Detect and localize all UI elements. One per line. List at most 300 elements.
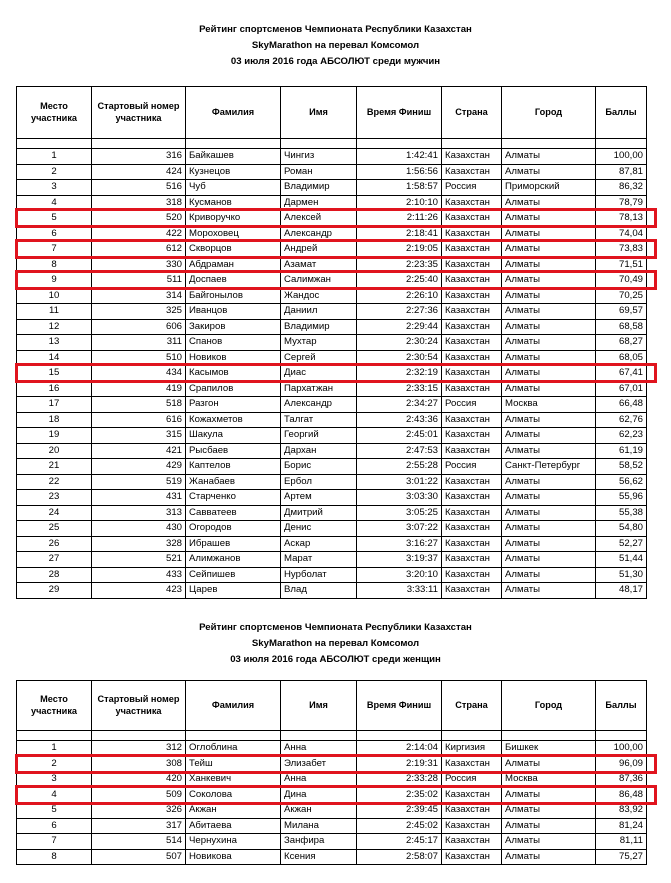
name-cell: Талгат xyxy=(281,412,357,428)
start-number-cell: 429 xyxy=(92,459,186,475)
place-cell: 23 xyxy=(17,490,92,506)
header-country: Страна xyxy=(442,681,502,731)
header-surname: Фамилия xyxy=(186,681,281,731)
finish-time-cell: 2:32:19 xyxy=(357,366,442,382)
table-row xyxy=(17,787,647,803)
place-cell: 2 xyxy=(17,164,92,180)
start-number-cell: 510 xyxy=(92,350,186,366)
table-row xyxy=(17,288,647,304)
country-cell: Россия xyxy=(442,180,502,196)
place-cell: 4 xyxy=(17,195,92,211)
header-name: Имя xyxy=(281,681,357,731)
finish-time-cell: 2:14:04 xyxy=(357,741,442,757)
header-country: Страна xyxy=(442,87,502,139)
country-cell: Казахстан xyxy=(442,490,502,506)
header-surname: Фамилия xyxy=(186,87,281,139)
place-cell: 7 xyxy=(17,834,92,850)
country-cell: Казахстан xyxy=(442,583,502,599)
women-title-line-3: 03 июля 2016 года АБСОЛЮТ среди женщин xyxy=(230,654,441,665)
country-cell: Казахстан xyxy=(442,834,502,850)
surname-cell: Старченко xyxy=(186,490,281,506)
name-cell: Александр xyxy=(281,226,357,242)
finish-time-cell: 2:10:10 xyxy=(357,195,442,211)
women-title xyxy=(0,620,671,668)
place-cell: 1 xyxy=(17,149,92,165)
header-city: Город xyxy=(502,87,596,139)
surname-cell: Спанов xyxy=(186,335,281,351)
start-number-cell: 430 xyxy=(92,521,186,537)
surname-cell: Криворучко xyxy=(186,211,281,227)
points-cell: 70,49 xyxy=(596,273,647,289)
table-row xyxy=(17,756,647,772)
points-cell: 69,57 xyxy=(596,304,647,320)
start-number-cell: 612 xyxy=(92,242,186,258)
country-cell: Киргизия xyxy=(442,741,502,757)
finish-time-cell: 2:47:53 xyxy=(357,443,442,459)
start-number-cell: 318 xyxy=(92,195,186,211)
points-cell: 67,01 xyxy=(596,381,647,397)
points-cell: 67,41 xyxy=(596,366,647,382)
points-cell: 68,58 xyxy=(596,319,647,335)
table-row xyxy=(17,304,647,320)
men-title-line-3: 03 июля 2016 года АБСОЛЮТ среди мужчин xyxy=(230,56,441,67)
country-cell: Казахстан xyxy=(442,536,502,552)
start-number-cell: 511 xyxy=(92,273,186,289)
points-cell: 86,48 xyxy=(596,787,647,803)
place-cell: 27 xyxy=(17,552,92,568)
table-row xyxy=(17,164,647,180)
city-cell: Алматы xyxy=(502,226,596,242)
city-cell: Приморский xyxy=(502,180,596,196)
city-cell: Алматы xyxy=(502,257,596,273)
blank-cell xyxy=(596,731,647,741)
table-row xyxy=(17,319,647,335)
start-number-cell: 424 xyxy=(92,164,186,180)
country-cell: Казахстан xyxy=(442,164,502,180)
surname-cell: Закиров xyxy=(186,319,281,335)
country-cell: Казахстан xyxy=(442,335,502,351)
points-cell: 62,23 xyxy=(596,428,647,444)
points-cell: 51,30 xyxy=(596,567,647,583)
city-cell: Алматы xyxy=(502,366,596,382)
country-cell: Россия xyxy=(442,397,502,413)
surname-cell: Новикова xyxy=(186,849,281,865)
men-title xyxy=(0,22,671,70)
points-cell: 100,00 xyxy=(596,741,647,757)
country-cell: Казахстан xyxy=(442,257,502,273)
name-cell: Диас xyxy=(281,366,357,382)
finish-time-cell: 2:27:36 xyxy=(357,304,442,320)
surname-cell: Доспаев xyxy=(186,273,281,289)
finish-time-cell: 2:29:44 xyxy=(357,319,442,335)
start-number-cell: 434 xyxy=(92,366,186,382)
header-place: Место участника xyxy=(17,87,92,139)
city-cell: Алматы xyxy=(502,211,596,227)
place-cell: 29 xyxy=(17,583,92,599)
surname-cell: Сейпишев xyxy=(186,567,281,583)
blank-cell xyxy=(357,139,442,149)
start-number-cell: 421 xyxy=(92,443,186,459)
points-cell: 87,36 xyxy=(596,772,647,788)
surname-cell: Иванцов xyxy=(186,304,281,320)
header-city: Город xyxy=(502,681,596,731)
surname-cell: Кожахметов xyxy=(186,412,281,428)
name-cell: Ербол xyxy=(281,474,357,490)
place-cell: 4 xyxy=(17,787,92,803)
finish-time-cell: 3:20:10 xyxy=(357,567,442,583)
country-cell: Казахстан xyxy=(442,350,502,366)
country-cell: Казахстан xyxy=(442,319,502,335)
surname-cell: Абитаева xyxy=(186,818,281,834)
city-cell: Алматы xyxy=(502,335,596,351)
start-number-cell: 507 xyxy=(92,849,186,865)
start-number-cell: 313 xyxy=(92,505,186,521)
name-cell: Ксения xyxy=(281,849,357,865)
finish-time-cell: 3:03:30 xyxy=(357,490,442,506)
points-cell: 54,80 xyxy=(596,521,647,537)
table-row xyxy=(17,242,647,258)
header-place: Место участника xyxy=(17,681,92,731)
place-cell: 28 xyxy=(17,567,92,583)
table-row xyxy=(17,552,647,568)
start-number-cell: 616 xyxy=(92,412,186,428)
table-row xyxy=(17,567,647,583)
name-cell: Акжан xyxy=(281,803,357,819)
place-cell: 21 xyxy=(17,459,92,475)
name-cell: Дармен xyxy=(281,195,357,211)
place-cell: 20 xyxy=(17,443,92,459)
finish-time-cell: 2:30:24 xyxy=(357,335,442,351)
name-cell: Занфира xyxy=(281,834,357,850)
name-cell: Дмитрий xyxy=(281,505,357,521)
surname-cell: Касымов xyxy=(186,366,281,382)
place-cell: 9 xyxy=(17,273,92,289)
blank-cell xyxy=(281,731,357,741)
city-cell: Алматы xyxy=(502,787,596,803)
place-cell: 7 xyxy=(17,242,92,258)
name-cell: Азамат xyxy=(281,257,357,273)
finish-time-cell: 2:43:36 xyxy=(357,412,442,428)
finish-time-cell: 2:58:07 xyxy=(357,849,442,865)
points-cell: 83,92 xyxy=(596,803,647,819)
start-number-cell: 431 xyxy=(92,490,186,506)
table-row xyxy=(17,803,647,819)
table-row xyxy=(17,366,647,382)
start-number-cell: 433 xyxy=(92,567,186,583)
table-row xyxy=(17,226,647,242)
country-cell: Казахстан xyxy=(442,849,502,865)
surname-cell: Новиков xyxy=(186,350,281,366)
surname-cell: Разгон xyxy=(186,397,281,413)
name-cell: Георгий xyxy=(281,428,357,444)
table-row xyxy=(17,521,647,537)
points-cell: 58,52 xyxy=(596,459,647,475)
points-cell: 100,00 xyxy=(596,149,647,165)
points-cell: 86,32 xyxy=(596,180,647,196)
blank-cell xyxy=(186,731,281,741)
points-cell: 74,04 xyxy=(596,226,647,242)
name-cell: Борис xyxy=(281,459,357,475)
surname-cell: Тейш xyxy=(186,756,281,772)
name-cell: Пархатжан xyxy=(281,381,357,397)
finish-time-cell: 2:33:15 xyxy=(357,381,442,397)
country-cell: Казахстан xyxy=(442,552,502,568)
country-cell: Казахстан xyxy=(442,443,502,459)
surname-cell: Рысбаев xyxy=(186,443,281,459)
country-cell: Казахстан xyxy=(442,381,502,397)
start-number-cell: 521 xyxy=(92,552,186,568)
country-cell: Казахстан xyxy=(442,803,502,819)
points-cell: 48,17 xyxy=(596,583,647,599)
header-start-number: Стартовый номер участника xyxy=(92,87,186,139)
city-cell: Москва xyxy=(502,397,596,413)
city-cell: Алматы xyxy=(502,319,596,335)
start-number-cell: 422 xyxy=(92,226,186,242)
surname-cell: Срапилов xyxy=(186,381,281,397)
place-cell: 26 xyxy=(17,536,92,552)
surname-cell: Кусманов xyxy=(186,195,281,211)
header-start-number: Стартовый номер участника xyxy=(92,681,186,731)
city-cell: Алматы xyxy=(502,849,596,865)
blank-cell xyxy=(442,139,502,149)
surname-cell: Мороховец xyxy=(186,226,281,242)
table-row xyxy=(17,273,647,289)
points-cell: 68,05 xyxy=(596,350,647,366)
surname-cell: Оглоблина xyxy=(186,741,281,757)
women-title-line-2: SkyMarathon на перевал Комсомол xyxy=(251,638,420,649)
table-row xyxy=(17,741,647,757)
table-row xyxy=(17,849,647,865)
finish-time-cell: 2:45:02 xyxy=(357,818,442,834)
surname-cell: Байгонылов xyxy=(186,288,281,304)
table-row xyxy=(17,505,647,521)
name-cell: Дина xyxy=(281,787,357,803)
place-cell: 5 xyxy=(17,803,92,819)
table-row xyxy=(17,412,647,428)
start-number-cell: 311 xyxy=(92,335,186,351)
header-points: Баллы xyxy=(596,87,647,139)
country-cell: Казахстан xyxy=(442,412,502,428)
country-cell: Казахстан xyxy=(442,818,502,834)
table-row xyxy=(17,381,647,397)
surname-cell: Байкашев xyxy=(186,149,281,165)
country-cell: Казахстан xyxy=(442,304,502,320)
start-number-cell: 519 xyxy=(92,474,186,490)
finish-time-cell: 2:19:31 xyxy=(357,756,442,772)
start-number-cell: 328 xyxy=(92,536,186,552)
city-cell: Алматы xyxy=(502,552,596,568)
name-cell: Милана xyxy=(281,818,357,834)
table-row xyxy=(17,474,647,490)
name-cell: Даниил xyxy=(281,304,357,320)
city-cell: Алматы xyxy=(502,304,596,320)
men-title-line-2: SkyMarathon на перевал Комсомол xyxy=(251,40,420,51)
table-row xyxy=(17,536,647,552)
place-cell: 19 xyxy=(17,428,92,444)
city-cell: Алматы xyxy=(502,490,596,506)
place-cell: 6 xyxy=(17,226,92,242)
surname-cell: Алимжанов xyxy=(186,552,281,568)
city-cell: Алматы xyxy=(502,381,596,397)
name-cell: Сергей xyxy=(281,350,357,366)
finish-time-cell: 2:19:05 xyxy=(357,242,442,258)
finish-time-cell: 3:05:25 xyxy=(357,505,442,521)
finish-time-cell: 3:01:22 xyxy=(357,474,442,490)
city-cell: Алматы xyxy=(502,149,596,165)
blank-cell xyxy=(281,139,357,149)
name-cell: Мухтар xyxy=(281,335,357,351)
table-row xyxy=(17,149,647,165)
start-number-cell: 317 xyxy=(92,818,186,834)
name-cell: Андрей xyxy=(281,242,357,258)
table-row xyxy=(17,583,647,599)
finish-time-cell: 2:23:35 xyxy=(357,257,442,273)
place-cell: 11 xyxy=(17,304,92,320)
surname-cell: Чернухина xyxy=(186,834,281,850)
country-cell: Казахстан xyxy=(442,521,502,537)
name-cell: Алексей xyxy=(281,211,357,227)
country-cell: Казахстан xyxy=(442,756,502,772)
place-cell: 8 xyxy=(17,257,92,273)
finish-time-cell: 3:19:37 xyxy=(357,552,442,568)
start-number-cell: 316 xyxy=(92,149,186,165)
finish-time-cell: 2:25:40 xyxy=(357,273,442,289)
table-row xyxy=(17,428,647,444)
finish-time-cell: 2:45:01 xyxy=(357,428,442,444)
country-cell: Казахстан xyxy=(442,474,502,490)
blank-cell xyxy=(596,139,647,149)
table-row xyxy=(17,834,647,850)
name-cell: Влад xyxy=(281,583,357,599)
place-cell: 25 xyxy=(17,521,92,537)
start-number-cell: 606 xyxy=(92,319,186,335)
surname-cell: Абдраман xyxy=(186,257,281,273)
start-number-cell: 419 xyxy=(92,381,186,397)
finish-time-cell: 2:11:26 xyxy=(357,211,442,227)
surname-cell: Ханкевич xyxy=(186,772,281,788)
surname-cell: Шакула xyxy=(186,428,281,444)
start-number-cell: 516 xyxy=(92,180,186,196)
surname-cell: Чуб xyxy=(186,180,281,196)
place-cell: 22 xyxy=(17,474,92,490)
header-points: Баллы xyxy=(596,681,647,731)
city-cell: Санкт-Петербург xyxy=(502,459,596,475)
blank-cell xyxy=(92,731,186,741)
finish-time-cell: 2:35:02 xyxy=(357,787,442,803)
blank-cell xyxy=(17,731,92,741)
city-cell: Москва xyxy=(502,772,596,788)
name-cell: Владимир xyxy=(281,319,357,335)
finish-time-cell: 3:07:22 xyxy=(357,521,442,537)
table-row xyxy=(17,211,647,227)
city-cell: Алматы xyxy=(502,583,596,599)
place-cell: 1 xyxy=(17,741,92,757)
place-cell: 5 xyxy=(17,211,92,227)
finish-time-cell: 3:33:11 xyxy=(357,583,442,599)
points-cell: 51,44 xyxy=(596,552,647,568)
table-row xyxy=(17,335,647,351)
points-cell: 75,27 xyxy=(596,849,647,865)
city-cell: Алматы xyxy=(502,474,596,490)
start-number-cell: 423 xyxy=(92,583,186,599)
finish-time-cell: 2:34:27 xyxy=(357,397,442,413)
blank-cell xyxy=(442,731,502,741)
place-cell: 18 xyxy=(17,412,92,428)
place-cell: 8 xyxy=(17,849,92,865)
city-cell: Алматы xyxy=(502,803,596,819)
points-cell: 56,62 xyxy=(596,474,647,490)
city-cell: Алматы xyxy=(502,412,596,428)
name-cell: Денис xyxy=(281,521,357,537)
table-row xyxy=(17,257,647,273)
table-row xyxy=(17,490,647,506)
points-cell: 52,27 xyxy=(596,536,647,552)
surname-cell: Кузнецов xyxy=(186,164,281,180)
country-cell: Казахстан xyxy=(442,567,502,583)
table-row xyxy=(17,772,647,788)
table-row xyxy=(17,180,647,196)
start-number-cell: 312 xyxy=(92,741,186,757)
city-cell: Алматы xyxy=(502,350,596,366)
surname-cell: Савватеев xyxy=(186,505,281,521)
finish-time-cell: 2:33:28 xyxy=(357,772,442,788)
points-cell: 55,96 xyxy=(596,490,647,506)
place-cell: 10 xyxy=(17,288,92,304)
city-cell: Алматы xyxy=(502,242,596,258)
start-number-cell: 315 xyxy=(92,428,186,444)
place-cell: 12 xyxy=(17,319,92,335)
start-number-cell: 509 xyxy=(92,787,186,803)
blank-cell xyxy=(92,139,186,149)
country-cell: Россия xyxy=(442,772,502,788)
name-cell: Александр xyxy=(281,397,357,413)
men-title-line-1: Рейтинг спортсменов Чемпионата Республики Казахстан xyxy=(199,24,472,35)
points-cell: 68,27 xyxy=(596,335,647,351)
name-cell: Владимир xyxy=(281,180,357,196)
place-cell: 14 xyxy=(17,350,92,366)
place-cell: 3 xyxy=(17,180,92,196)
women-results-table xyxy=(16,680,647,865)
place-cell: 17 xyxy=(17,397,92,413)
name-cell: Аскар xyxy=(281,536,357,552)
city-cell: Алматы xyxy=(502,195,596,211)
points-cell: 71,51 xyxy=(596,257,647,273)
place-cell: 13 xyxy=(17,335,92,351)
place-cell: 15 xyxy=(17,366,92,382)
country-cell: Казахстан xyxy=(442,211,502,227)
finish-time-cell: 2:18:41 xyxy=(357,226,442,242)
points-cell: 87,81 xyxy=(596,164,647,180)
city-cell: Алматы xyxy=(502,505,596,521)
place-cell: 16 xyxy=(17,381,92,397)
start-number-cell: 518 xyxy=(92,397,186,413)
points-cell: 78,79 xyxy=(596,195,647,211)
city-cell: Алматы xyxy=(502,834,596,850)
start-number-cell: 314 xyxy=(92,288,186,304)
country-cell: Казахстан xyxy=(442,149,502,165)
finish-time-cell: 1:58:57 xyxy=(357,180,442,196)
city-cell: Алматы xyxy=(502,536,596,552)
table-row xyxy=(17,195,647,211)
finish-time-cell: 2:26:10 xyxy=(357,288,442,304)
name-cell: Жандос xyxy=(281,288,357,304)
city-cell: Алматы xyxy=(502,428,596,444)
blank-cell xyxy=(17,139,92,149)
start-number-cell: 330 xyxy=(92,257,186,273)
place-cell: 24 xyxy=(17,505,92,521)
points-cell: 81,24 xyxy=(596,818,647,834)
start-number-cell: 325 xyxy=(92,304,186,320)
